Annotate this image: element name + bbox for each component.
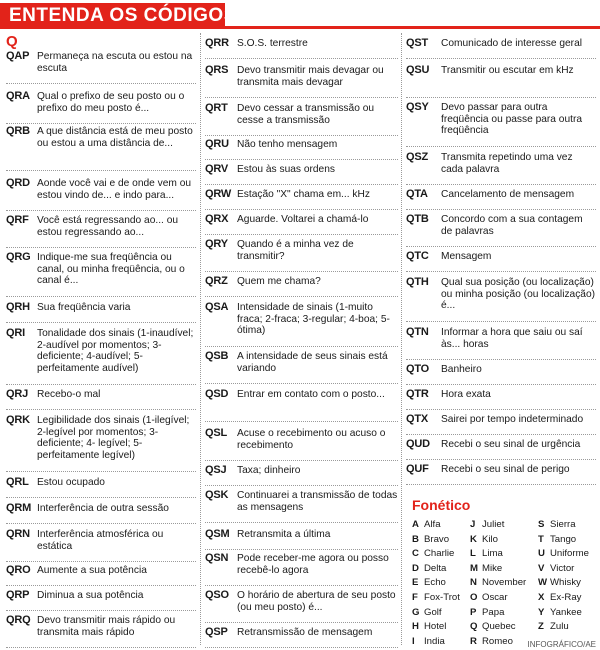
code-row-qso bbox=[205, 590, 398, 623]
code-row-qap bbox=[6, 51, 196, 84]
code-description: Acuse o recebimento ou acuso o recebimento bbox=[237, 428, 386, 451]
code-label: QRI bbox=[6, 327, 25, 339]
code-label: QRU bbox=[205, 138, 229, 150]
fonetico-letter: L bbox=[470, 548, 476, 560]
fonetico-word: Uniforme bbox=[550, 548, 589, 560]
code-description: O horário de abertura de seu posto (ou meu posto) é... bbox=[237, 590, 396, 613]
fonetico-letter: I bbox=[412, 635, 415, 647]
fonetico-title: Fonético bbox=[412, 497, 471, 513]
fonetico-item bbox=[470, 607, 504, 618]
code-description: Retransmita a última bbox=[237, 529, 331, 540]
code-row-qrx bbox=[205, 214, 398, 235]
code-label: QRV bbox=[205, 163, 229, 175]
code-row-qrw bbox=[205, 189, 398, 210]
code-label: QRN bbox=[6, 528, 30, 540]
code-description: Intensidade de sinais (1-muito fraca; 2-fraca; 3-regular; 4-boa; 5-ótima) bbox=[237, 302, 390, 337]
code-row-qtx bbox=[406, 414, 596, 435]
fonetico-letter: H bbox=[412, 621, 419, 633]
code-row-qsk bbox=[205, 490, 398, 523]
fonetico-word: Romeo bbox=[482, 635, 513, 647]
code-row-qrs bbox=[205, 65, 398, 98]
code-label: QSP bbox=[205, 626, 228, 638]
code-label: QRP bbox=[6, 589, 30, 601]
fonetico-item bbox=[538, 519, 576, 530]
fonetico-word: Papa bbox=[482, 606, 505, 618]
section-letter-q: Q bbox=[6, 33, 18, 50]
code-label: QTB bbox=[406, 213, 429, 225]
code-description: Concordo com a sua contagem de palavras bbox=[441, 214, 583, 237]
code-row-qtn bbox=[406, 327, 596, 360]
fonetico-word: India bbox=[424, 635, 445, 647]
fonetico-word: Yankee bbox=[550, 606, 582, 618]
fonetico-item bbox=[470, 636, 513, 647]
code-label: QRA bbox=[6, 90, 30, 102]
code-row-qtb bbox=[406, 214, 596, 247]
fonetico-word: Charlie bbox=[424, 548, 455, 560]
code-row-qta bbox=[406, 189, 596, 210]
code-row-qto bbox=[406, 364, 596, 385]
fonetico-letter: W bbox=[538, 577, 548, 589]
code-description: Tonalidade dos sinais (1-inaudível; 2-audível por momentos; 3-deficiente; 4-audível; 5-perfeitamente audível) bbox=[37, 328, 194, 374]
code-description: Taxa; dinheiro bbox=[237, 465, 301, 476]
fonetico-item bbox=[412, 563, 446, 574]
code-label: QSM bbox=[205, 528, 230, 540]
code-description: Devo cessar a transmissão ou cesse a transmissão bbox=[237, 103, 375, 126]
fonetico-letter: X bbox=[538, 592, 545, 603]
code-row-qrn bbox=[6, 529, 196, 562]
code-label: QTH bbox=[406, 276, 429, 288]
fonetico-word: Delta bbox=[424, 562, 447, 574]
code-label: QSK bbox=[205, 489, 229, 501]
column-divider bbox=[200, 33, 201, 645]
code-description: Legibilidade dos sinais (1-ilegível; 2-legível por momentos; 3-deficiente; 4- legível; 5-perfeitamente legível) bbox=[37, 415, 190, 461]
code-row-qrg bbox=[6, 252, 196, 297]
code-row-qrj bbox=[6, 389, 196, 410]
code-label: QSO bbox=[205, 589, 229, 601]
code-description: Transmita repetindo uma vez cada palavra bbox=[441, 152, 573, 175]
code-label: QTX bbox=[406, 413, 429, 425]
code-label: QRO bbox=[6, 564, 31, 576]
code-row-qst bbox=[406, 38, 596, 59]
code-label: QSA bbox=[205, 301, 229, 313]
fonetico-item bbox=[412, 519, 441, 530]
code-row-qsd bbox=[205, 389, 398, 422]
code-label: QRJ bbox=[6, 388, 29, 400]
code-row-qrr bbox=[205, 38, 398, 59]
code-description: Transmitir ou escutar em kHz bbox=[441, 65, 574, 76]
code-description: Interferência de outra sessão bbox=[37, 503, 169, 514]
code-label: QSJ bbox=[205, 464, 227, 476]
code-row-qsl bbox=[205, 428, 398, 461]
fonetico-letter: N bbox=[470, 577, 477, 589]
fonetico-word: Kilo bbox=[482, 533, 498, 545]
code-row-qsp bbox=[205, 627, 398, 648]
code-label: QRD bbox=[6, 177, 30, 189]
code-label: QAP bbox=[6, 50, 30, 62]
code-description: Devo transmitir mais devagar ou transmita mais devagar bbox=[237, 65, 384, 88]
code-description: Quem me chama? bbox=[237, 276, 321, 287]
code-label: QRK bbox=[6, 414, 30, 426]
code-description: Qual o prefixo de seu posto ou o prefixo do meu posto é... bbox=[37, 91, 185, 114]
fonetico-item bbox=[470, 577, 526, 588]
code-row-qtr bbox=[406, 389, 596, 410]
code-row-qri bbox=[6, 328, 196, 385]
code-row-qsa bbox=[205, 302, 398, 347]
code-label: QRZ bbox=[205, 275, 228, 287]
code-row-qsb bbox=[205, 351, 398, 384]
code-description: Permaneça na escuta ou estou na escuta bbox=[37, 51, 193, 74]
code-label: QRL bbox=[6, 476, 29, 488]
code-label: QSB bbox=[205, 350, 229, 362]
code-description: Mensagem bbox=[441, 251, 492, 262]
fonetico-letter: P bbox=[470, 606, 477, 618]
code-description: Estou ocupado bbox=[37, 477, 105, 488]
code-label: QST bbox=[406, 37, 429, 49]
column-divider bbox=[401, 33, 402, 645]
code-label: QRF bbox=[6, 214, 29, 226]
fonetico-word: Echo bbox=[424, 577, 446, 589]
code-description: Aumente a sua potência bbox=[37, 565, 147, 576]
code-row-qsz bbox=[406, 152, 596, 185]
code-row-qtc bbox=[406, 251, 596, 272]
code-row-qrh bbox=[6, 302, 196, 323]
code-description: Devo passar para outra freqüência ou passe para outra freqüência bbox=[441, 102, 583, 137]
code-label: QRT bbox=[205, 102, 228, 114]
fonetico-item bbox=[538, 607, 582, 618]
fonetico-letter: Y bbox=[538, 606, 545, 618]
fonetico-letter: J bbox=[470, 519, 476, 530]
fonetico-letter: D bbox=[412, 562, 419, 574]
code-row-qsn bbox=[205, 553, 398, 586]
code-label: QRY bbox=[205, 238, 228, 250]
code-label: QTC bbox=[406, 250, 429, 262]
code-description: Estou às suas ordens bbox=[237, 164, 335, 175]
code-label: QRH bbox=[6, 301, 30, 313]
fonetico-item bbox=[538, 592, 581, 603]
code-description: Retransmissão de mensagem bbox=[237, 627, 373, 638]
fonetico-letter: Q bbox=[470, 621, 478, 633]
code-description: Você está regressando ao... ou estou regressando ao... bbox=[37, 215, 179, 238]
fonetico-letter: U bbox=[538, 548, 545, 560]
code-description: Cancelamento de mensagem bbox=[441, 189, 575, 200]
code-label: QSD bbox=[205, 388, 229, 400]
code-label: QTR bbox=[406, 388, 429, 400]
code-label: QUD bbox=[406, 438, 430, 450]
fonetico-word: Sierra bbox=[550, 519, 576, 530]
fonetico-letter: V bbox=[538, 562, 545, 574]
credit: INFOGRÁFICO/AE bbox=[527, 640, 596, 649]
code-row-qud bbox=[406, 439, 596, 460]
fonetico-item bbox=[538, 548, 589, 559]
fonetico-word: Ex-Ray bbox=[550, 592, 582, 603]
code-description: Hora exata bbox=[441, 389, 491, 400]
fonetico-word: Tango bbox=[550, 533, 577, 545]
code-row-qrp bbox=[6, 590, 196, 611]
code-row-qrl bbox=[6, 477, 196, 498]
code-row-qrb bbox=[6, 126, 196, 171]
code-description: Recebi o seu sinal de urgência bbox=[441, 439, 581, 450]
fonetico-letter: F bbox=[412, 592, 418, 603]
fonetico-item bbox=[470, 592, 508, 603]
header-rule bbox=[225, 26, 600, 29]
fonetico-item bbox=[412, 621, 446, 632]
page-title: ENTENDA OS CÓDIGOS bbox=[9, 5, 237, 26]
fonetico-word: Hotel bbox=[424, 621, 447, 633]
code-description: Sairei por tempo indeterminado bbox=[441, 414, 584, 425]
fonetico-word: Mike bbox=[482, 562, 503, 574]
code-description: Aguarde. Voltarei a chamá-lo bbox=[237, 214, 369, 225]
fonetico-letter: K bbox=[470, 533, 477, 545]
code-description: Recebo-o mal bbox=[37, 389, 101, 400]
code-row-qsy bbox=[406, 102, 596, 147]
code-label: QRQ bbox=[6, 614, 31, 626]
code-label: QRS bbox=[205, 64, 229, 76]
code-label: QUF bbox=[406, 463, 429, 475]
code-row-qrd bbox=[6, 178, 196, 211]
fonetico-word: Zulu bbox=[550, 621, 569, 633]
fonetico-item bbox=[412, 534, 449, 545]
code-row-qrt bbox=[205, 103, 398, 136]
code-row-qrv bbox=[205, 164, 398, 185]
fonetico-letter: R bbox=[470, 635, 477, 647]
fonetico-item bbox=[538, 577, 581, 588]
code-row-qrq bbox=[6, 615, 196, 648]
code-description: Continuarei a transmissão de todas as mensagens bbox=[237, 490, 398, 513]
code-description: Sua freqüência varia bbox=[37, 302, 131, 313]
fonetico-item bbox=[412, 607, 442, 618]
code-row-qra bbox=[6, 91, 196, 124]
fonetico-item bbox=[538, 621, 569, 632]
code-label: QTN bbox=[406, 326, 429, 338]
header-banner bbox=[0, 3, 600, 29]
code-row-qru bbox=[205, 139, 398, 160]
fonetico-item bbox=[412, 592, 460, 603]
code-description: Banheiro bbox=[441, 364, 482, 375]
code-description: Indique-me sua freqüência ou canal, ou minha freqüência, ou o canal é... bbox=[37, 252, 185, 287]
fonetico-item bbox=[470, 534, 498, 545]
code-description: Não tenho mensagem bbox=[237, 139, 338, 150]
fonetico-word: Golf bbox=[424, 606, 442, 618]
fonetico-letter: E bbox=[412, 577, 419, 589]
fonetico-item bbox=[470, 621, 516, 632]
code-row-quf bbox=[406, 464, 596, 485]
fonetico-word: November bbox=[482, 577, 527, 589]
code-description: Qual sua posição (ou localização) ou minha posição (ou localização) é... bbox=[441, 277, 596, 312]
code-label: QSU bbox=[406, 64, 430, 76]
code-label: QTO bbox=[406, 363, 430, 375]
code-label: QRB bbox=[6, 125, 30, 137]
code-description: A que distância está de meu posto ou estou a uma distância de... bbox=[37, 126, 193, 149]
fonetico-letter: S bbox=[538, 519, 545, 530]
fonetico-letter: M bbox=[470, 562, 478, 574]
code-label: QSL bbox=[205, 427, 228, 439]
fonetico-letter: T bbox=[538, 533, 544, 545]
fonetico-word: Juliet bbox=[482, 519, 505, 530]
code-description: Informar a hora que saiu ou saí às... horas bbox=[441, 327, 583, 350]
code-row-qth bbox=[406, 277, 596, 322]
code-description: Estação "X" chama em... kHz bbox=[237, 189, 370, 200]
code-description: Aonde você vai e de onde vem ou estou vindo de... e indo para... bbox=[37, 178, 192, 201]
fonetico-item bbox=[538, 563, 574, 574]
code-row-qsm bbox=[205, 529, 398, 550]
fonetico-item bbox=[470, 548, 503, 559]
code-row-qro bbox=[6, 565, 196, 586]
code-description: A intensidade de seus sinais está variando bbox=[237, 351, 388, 374]
code-description: Pode receber-me agora ou posso recebê-lo agora bbox=[237, 553, 389, 576]
code-label: QRM bbox=[6, 502, 32, 514]
code-row-qsj bbox=[205, 465, 398, 486]
code-label: QSY bbox=[406, 101, 429, 113]
code-row-qry bbox=[205, 239, 398, 272]
code-description: S.O.S. terrestre bbox=[237, 38, 308, 49]
code-description: Comunicado de interesse geral bbox=[441, 38, 583, 49]
fonetico-letter: A bbox=[412, 519, 419, 530]
code-description: Entrar em contato com o posto... bbox=[237, 389, 385, 400]
fonetico-item bbox=[538, 534, 576, 545]
code-label: QRX bbox=[205, 213, 229, 225]
fonetico-item bbox=[412, 548, 454, 559]
fonetico-word: Oscar bbox=[482, 592, 508, 603]
fonetico-word: Alfa bbox=[424, 519, 441, 530]
fonetico-item bbox=[470, 563, 502, 574]
code-description: Interferência atmosférica ou estática bbox=[37, 529, 164, 552]
fonetico-word: Fox-Trot bbox=[424, 592, 460, 603]
code-label: QRR bbox=[205, 37, 229, 49]
code-row-qrm bbox=[6, 503, 196, 524]
fonetico-letter: O bbox=[470, 592, 478, 603]
fonetico-word: Bravo bbox=[424, 533, 450, 545]
fonetico-item bbox=[412, 577, 446, 588]
code-description: Diminua a sua potência bbox=[37, 590, 144, 601]
code-label: QRG bbox=[6, 251, 31, 263]
code-label: QTA bbox=[406, 188, 428, 200]
code-label: QSZ bbox=[406, 151, 429, 163]
code-label: QRW bbox=[205, 188, 232, 200]
fonetico-word: Lima bbox=[482, 548, 503, 560]
code-label: QSN bbox=[205, 552, 229, 564]
fonetico-letter: C bbox=[412, 548, 419, 560]
code-description: Recebi o seu sinal de perigo bbox=[441, 464, 570, 475]
code-row-qrk bbox=[6, 415, 196, 472]
fonetico-item bbox=[470, 519, 504, 530]
code-row-qrf bbox=[6, 215, 196, 248]
fonetico-word: Victor bbox=[550, 562, 575, 574]
fonetico-letter: B bbox=[412, 533, 419, 545]
code-row-qrz bbox=[205, 276, 398, 297]
code-row-qsu bbox=[406, 65, 596, 98]
fonetico-word: Quebec bbox=[482, 621, 516, 633]
fonetico-letter: Z bbox=[538, 621, 544, 633]
fonetico-word: Whisky bbox=[550, 577, 581, 589]
code-description: Quando é a minha vez de transmitir? bbox=[237, 239, 354, 262]
fonetico-letter: G bbox=[412, 606, 420, 618]
code-description: Devo transmitir mais rápido ou transmita mais rápido bbox=[37, 615, 176, 638]
fonetico-item bbox=[412, 636, 445, 647]
